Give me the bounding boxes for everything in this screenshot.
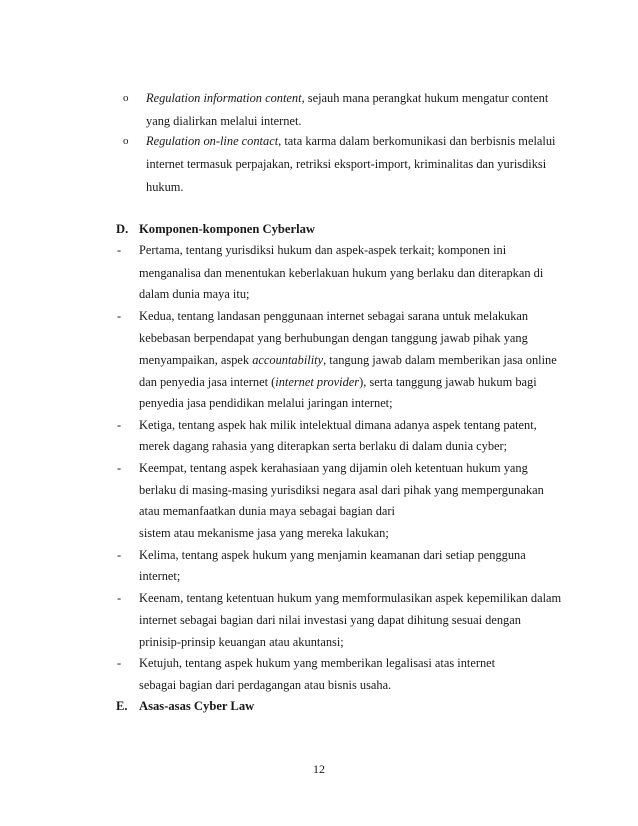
item-6-line-3: prinisip-prinsip keuangan atau akuntansi;: [139, 635, 344, 649]
item-2-line-1: Kedua, tentang landasan penggunaan internet sebagai sarana untuk melakukan: [139, 309, 529, 323]
item-6-dash: -: [117, 591, 122, 605]
item-2-line-4-pre: dan penyedia jasa internet (: [139, 375, 276, 389]
item-3-dash: -: [117, 418, 122, 432]
sub-item-1-term: Regulation information content: [146, 91, 302, 105]
item-2-line-5: penyedia jasa pendidikan melalui jaringan internet;: [139, 396, 393, 410]
internet-provider-term: internet provider: [275, 375, 360, 389]
item-5-line-2: internet;: [139, 569, 181, 583]
sub-item-1-line-1: [146, 91, 548, 106]
item-1-line-1: Pertama, tentang yurisdiksi hukum dan aspek-aspek terkait; komponen ini: [139, 243, 507, 257]
sub-item-2-line-2: internet termasuk perpajakan, retriksi eksport-import, kriminalitas dan yurisdiksi: [146, 157, 547, 171]
item-6-line-2: internet sebagai bagian dari nilai investasi yang dapat dihitung sesuai dengan: [139, 613, 521, 627]
section-e-letter: E.: [116, 699, 128, 713]
section-e-title: Asas-asas Cyber Law: [139, 699, 255, 713]
item-7-dash: -: [117, 656, 122, 670]
item-5-dash: -: [117, 548, 122, 562]
item-1-line-2: menganalisa dan menentukan keberlakuan hukum yang berlaku dan diterapkan di: [139, 266, 544, 280]
item-4-dash: -: [117, 461, 122, 475]
section-d-title: Komponen-komponen Cyberlaw: [139, 222, 315, 236]
item-4-line-3: atau memanfaatkan dunia maya sebagai bagian dari: [139, 504, 395, 518]
item-7-line-1: Ketujuh, tentang aspek hukum yang memberikan legalisasi atas internet: [139, 656, 496, 670]
item-2-line-4: [139, 375, 537, 390]
sub-item-2-line-1: [146, 134, 555, 149]
section-d-letter: D.: [116, 222, 129, 236]
item-3-line-1: Ketiga, tentang aspek hak milik intelektual dimana adanya aspek tentang patent,: [139, 418, 537, 432]
sub-item-2-term: Regulation on-line contact: [146, 134, 279, 148]
item-5-line-1: Kelima, tentang aspek hukum yang menjamin keamanan dari setiap pengguna: [139, 548, 526, 562]
item-1-dash: -: [117, 243, 122, 257]
accountability-term: accountability: [252, 353, 324, 367]
item-4-line-4: sistem atau mekanisme jasa yang mereka lakukan;: [139, 526, 389, 540]
item-7-line-2: sebagai bagian dari perdagangan atau bisnis usaha.: [139, 678, 392, 692]
item-4-line-1: Keempat, tentang aspek kerahasiaan yang dijamin oleh ketentuan hukum yang: [139, 461, 528, 475]
item-1-line-3: dalam dunia maya itu;: [139, 287, 250, 301]
sub-bullet-1: o: [123, 92, 129, 104]
item-6-line-1: Keenam, tentang ketentuan hukum yang memformulasikan aspek kepemilikan dalam: [139, 591, 562, 605]
item-2-line-3-post: , tangung jawab dalam memberikan jasa online: [323, 353, 557, 367]
item-2-line-2: kebebasan berpendapat yang berhubungan dengan tanggung jawab pihak yang: [139, 331, 528, 345]
sub-item-1-text: , sejauh mana perangkat hukum mengatur content: [301, 91, 549, 105]
sub-item-1-line-2: yang dialirkan melalui internet.: [146, 114, 302, 128]
sub-bullet-2: o: [123, 135, 129, 147]
page-number: 12: [313, 762, 325, 776]
item-3-line-2: merek dagang rahasia yang diterapkan serta berlaku di dalam dunia cyber;: [139, 439, 508, 453]
item-2-line-3-pre: menyampaikan, aspek: [139, 353, 253, 367]
item-2-line-4-post: ), serta tanggung jawab hukum bagi: [359, 375, 537, 389]
item-2-line-3: [139, 353, 557, 368]
item-2-dash: -: [117, 309, 122, 323]
item-4-line-2: berlaku di masing-masing yurisdiksi negara asal dari pihak yang mempergunakan: [139, 483, 544, 497]
sub-item-2-line-3: hukum.: [146, 180, 184, 194]
sub-item-2-text: , tata karma dalam berkomunikasi dan berbisnis melalui: [278, 134, 556, 148]
